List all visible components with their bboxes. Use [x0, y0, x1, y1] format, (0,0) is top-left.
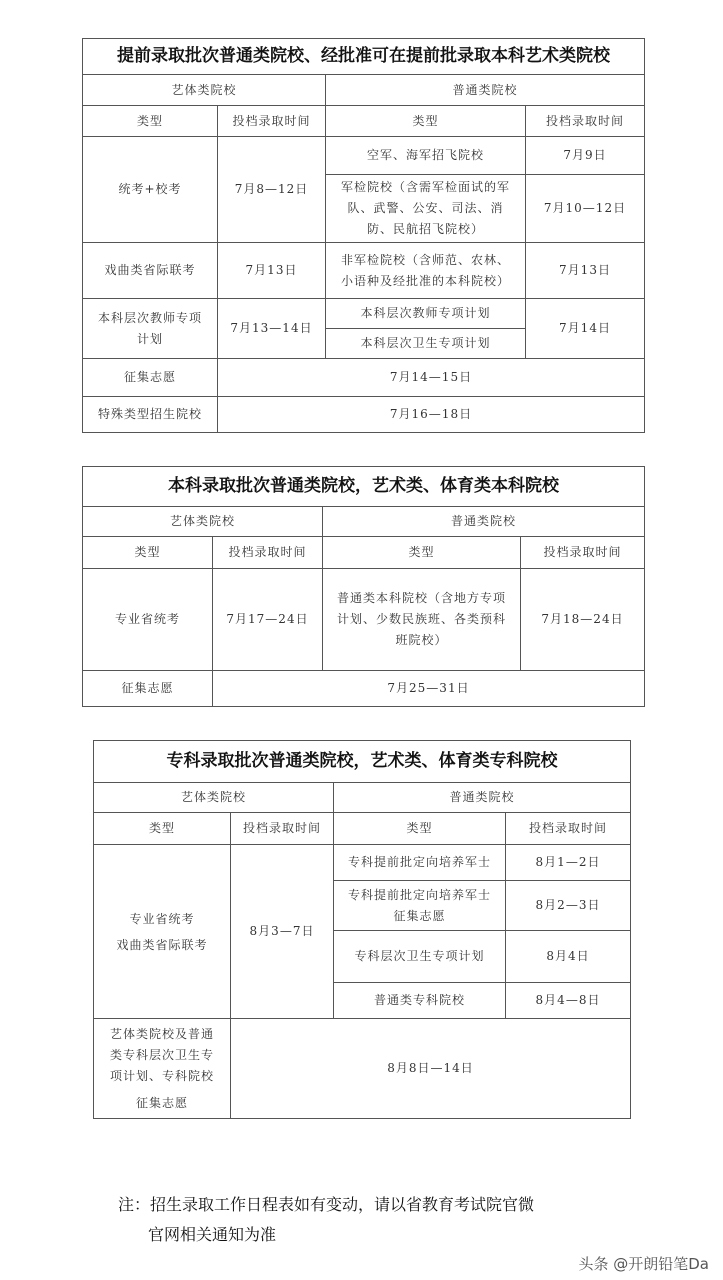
- table-cell: 普通类专科院校: [334, 983, 506, 1019]
- cell-line: 戏曲类省际联考: [116, 937, 208, 952]
- cell-line: 专业省统考: [129, 911, 195, 926]
- table-cell: 特殊类型招生院校: [83, 397, 218, 433]
- table-title: 专科录取批次普通类院校，艺术类、体育类专科院校: [94, 741, 631, 783]
- table-cell: 7月14日: [526, 299, 645, 359]
- junior-college-admission-table: [93, 740, 631, 1119]
- footnote-line: 注：招生录取工作日程表如有变动，请以省教育考试院官微: [118, 1195, 535, 1214]
- table-cell: 7月13—14日: [218, 299, 326, 359]
- table-cell: [94, 845, 231, 1019]
- table-cell: 统考+校考: [83, 137, 218, 243]
- column-header-type: 类型: [334, 813, 506, 845]
- table-cell: 8月1—2日: [506, 845, 631, 881]
- footnote: [118, 1190, 658, 1250]
- table-cell: 普通类本科院校（含地方专项计划、少数民族班、各类预科班院校）: [323, 569, 521, 671]
- column-header-time: 投档录取时间: [521, 537, 645, 569]
- table-cell: 7月10—12日: [526, 175, 645, 243]
- group-header-art: 艺体类院校: [83, 75, 326, 106]
- column-header-time: 投档录取时间: [506, 813, 631, 845]
- table-cell: 7月25—31日: [213, 671, 645, 707]
- table-cell: 7月13日: [218, 243, 326, 299]
- table-cell: 本科层次教师专项计划: [326, 299, 526, 329]
- undergraduate-admission-table: [82, 466, 645, 707]
- group-header-art: 艺体类院校: [83, 507, 323, 537]
- group-header-regular: 普通类院校: [334, 783, 631, 813]
- column-header-type: 类型: [94, 813, 231, 845]
- table-cell: [94, 1019, 231, 1119]
- table-cell: 7月14—15日: [218, 359, 645, 397]
- table-cell: 7月16—18日: [218, 397, 645, 433]
- table-cell: 军检院校（含需军检面试的军队、武警、公安、司法、消防、民航招飞院校）: [326, 175, 526, 243]
- table-cell: 征集志愿: [83, 359, 218, 397]
- table-cell: 7月18—24日: [521, 569, 645, 671]
- column-header-type: 类型: [323, 537, 521, 569]
- table-cell: 专业省统考: [83, 569, 213, 671]
- group-header-regular: 普通类院校: [326, 75, 645, 106]
- table-cell: 8月3—7日: [231, 845, 334, 1019]
- table-cell: 本科层次教师专项计划: [83, 299, 218, 359]
- table-cell: 征集志愿: [83, 671, 213, 707]
- column-header-time: 投档录取时间: [526, 106, 645, 137]
- footnote-line: 官网相关通知为准: [148, 1225, 277, 1244]
- table-cell: 8月4—8日: [506, 983, 631, 1019]
- table-cell: 专科层次卫生专项计划: [334, 931, 506, 983]
- table-cell: 8月2—3日: [506, 881, 631, 931]
- early-admission-table: [82, 38, 645, 433]
- table-cell: 7月13日: [526, 243, 645, 299]
- column-header-time: 投档录取时间: [231, 813, 334, 845]
- table-cell: 本科层次卫生专项计划: [326, 329, 526, 359]
- table-cell: 7月8—12日: [218, 137, 326, 243]
- table-cell: 专科提前批定向培养军士: [334, 845, 506, 881]
- cell-line: 征集志愿: [135, 1095, 188, 1110]
- column-header-time: 投档录取时间: [213, 537, 323, 569]
- group-header-regular: 普通类院校: [323, 507, 645, 537]
- table-cell: 8月8日—14日: [231, 1019, 631, 1119]
- table-title: 本科录取批次普通类院校，艺术类、体育类本科院校: [83, 467, 645, 507]
- column-header-type: 类型: [83, 106, 218, 137]
- table-cell: 空军、海军招飞院校: [326, 137, 526, 175]
- watermark: 头条 @开朗铅笔Da: [578, 1255, 709, 1273]
- cell-line: 艺体类院校及普通类专科层次卫生专项计划、专科院校: [109, 1026, 214, 1083]
- table-cell: 专科提前批定向培养军士征集志愿: [334, 881, 506, 931]
- group-header-art: 艺体类院校: [94, 783, 334, 813]
- column-header-type: 类型: [326, 106, 526, 137]
- column-header-type: 类型: [83, 537, 213, 569]
- table-cell: 7月17—24日: [213, 569, 323, 671]
- column-header-time: 投档录取时间: [218, 106, 326, 137]
- table-cell: 非军检院校（含师范、农林、小语种及经批准的本科院校）: [326, 243, 526, 299]
- table-title: 提前录取批次普通类院校、经批准可在提前批录取本科艺术类院校: [83, 39, 645, 75]
- table-cell: 7月9日: [526, 137, 645, 175]
- table-cell: 8月4日: [506, 931, 631, 983]
- table-cell: 戏曲类省际联考: [83, 243, 218, 299]
